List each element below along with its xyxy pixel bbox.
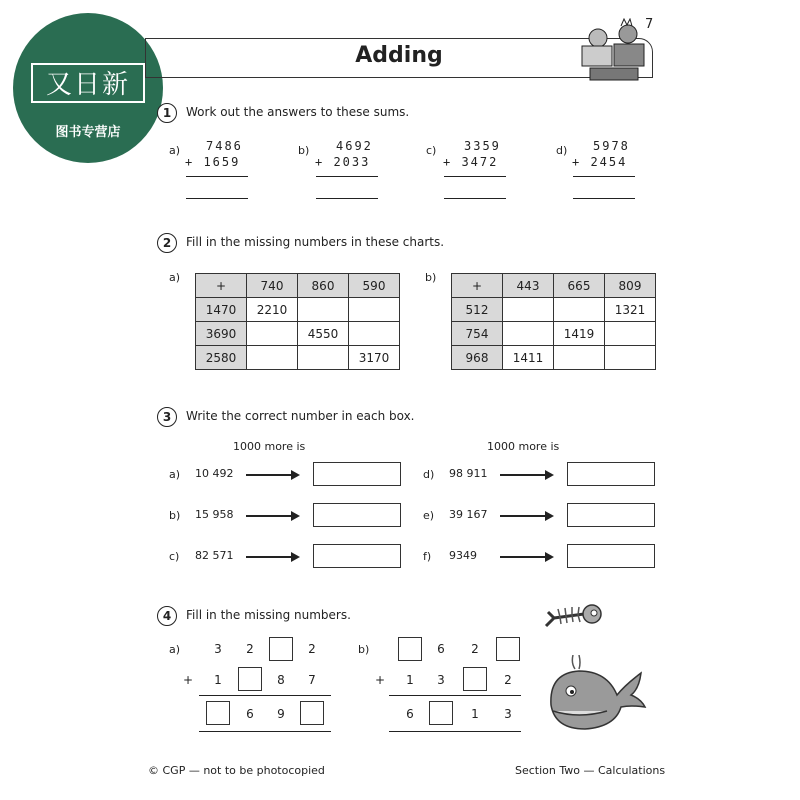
chart-cell[interactable] [247, 322, 298, 346]
footer-section: Section Two — Calculations [515, 764, 666, 777]
answer-box[interactable] [567, 544, 655, 568]
item-label: b) [169, 509, 181, 522]
missing-digit-box[interactable] [398, 637, 422, 661]
item-label: a) [169, 468, 181, 481]
chart-header-cell: 754 [452, 322, 503, 346]
page-number: 7 [645, 17, 654, 32]
chart-cell[interactable]: 1321 [605, 298, 656, 322]
sum-rule [186, 176, 248, 177]
item-label: e) [423, 509, 435, 522]
chart-cell[interactable] [298, 298, 349, 322]
sum-rule [389, 695, 521, 696]
chart-cell[interactable]: 3170 [349, 346, 400, 370]
page-title: Adding [355, 43, 443, 68]
chart-header-cell: 3690 [196, 322, 247, 346]
plus-sign: + [182, 673, 194, 687]
start-number: 10 492 [195, 467, 234, 480]
start-number: 9349 [449, 549, 477, 562]
answer-line [444, 198, 506, 199]
addition-chart-b [451, 273, 656, 370]
arrow-icon [246, 474, 298, 476]
answer-line [389, 731, 521, 732]
arrow-icon [500, 474, 552, 476]
answer-box[interactable] [313, 462, 401, 486]
chart-cell[interactable] [554, 346, 605, 370]
chart-cell[interactable] [503, 322, 554, 346]
digit: 1 [214, 673, 222, 687]
sum-bottom-number: + 3472 [443, 155, 499, 169]
digit: 3 [214, 642, 222, 656]
chart-cell[interactable]: 2210 [247, 298, 298, 322]
digit: 9 [277, 707, 285, 721]
chart-cell[interactable] [605, 346, 656, 370]
answer-box[interactable] [567, 503, 655, 527]
question-4-text: Fill in the missing numbers. [186, 608, 351, 622]
question-3-text: Write the correct number in each box. [186, 409, 415, 423]
whale-illustration [545, 655, 647, 733]
answer-line [573, 198, 635, 199]
start-number: 98 911 [449, 467, 488, 480]
missing-digit-box[interactable] [496, 637, 520, 661]
chart-header-cell: 740 [247, 274, 298, 298]
digit: 6 [437, 642, 445, 656]
chart-label: b) [425, 271, 437, 284]
sum-top-number: 3359 [464, 139, 501, 153]
missing-digit-box[interactable] [206, 701, 230, 725]
store-logo-badge [13, 13, 163, 163]
missing-digit-box[interactable] [463, 667, 487, 691]
answer-box[interactable] [313, 503, 401, 527]
chart-header-cell: 809 [605, 274, 656, 298]
chart-cell[interactable]: 4550 [298, 322, 349, 346]
digit: 2 [308, 642, 316, 656]
answer-box[interactable] [313, 544, 401, 568]
sum-bottom-number: + 2033 [315, 155, 371, 169]
sum-top-number: 7486 [206, 139, 243, 153]
chart-cell[interactable] [554, 298, 605, 322]
answer-box[interactable] [567, 462, 655, 486]
sum-rule [199, 695, 331, 696]
start-number: 15 958 [195, 508, 234, 521]
question-1-text: Work out the answers to these sums. [186, 105, 410, 119]
sum-label: b) [298, 144, 310, 157]
missing-digit-box[interactable] [429, 701, 453, 725]
arrow-icon [246, 556, 298, 558]
missing-digit-box[interactable] [300, 701, 324, 725]
item-label: d) [423, 468, 435, 481]
answer-line [199, 731, 331, 732]
sum-rule [573, 176, 635, 177]
chart-header-cell: 590 [349, 274, 400, 298]
answer-line [186, 198, 248, 199]
plus-sign: + [374, 673, 386, 687]
answer-line [316, 198, 378, 199]
digit: 3 [504, 707, 512, 721]
sum-bottom-number: + 1659 [185, 155, 241, 169]
chart-cell[interactable] [349, 298, 400, 322]
missing-digit-box[interactable] [269, 637, 293, 661]
question-2-text: Fill in the missing numbers in these charts. [186, 235, 445, 249]
arrow-icon [500, 515, 552, 517]
chart-cell[interactable]: 1419 [554, 322, 605, 346]
question-1-number: 1 [157, 103, 177, 123]
chart-header-cell: 512 [452, 298, 503, 322]
chart-cell[interactable] [605, 322, 656, 346]
chart-cell[interactable] [247, 346, 298, 370]
digit: 1 [406, 673, 414, 687]
column-header: 1000 more is [233, 440, 306, 453]
digit: 3 [437, 673, 445, 687]
sum-label: a) [169, 144, 181, 157]
sum-label: d) [556, 144, 568, 157]
chart-header-cell: 968 [452, 346, 503, 370]
digit: 2 [246, 642, 254, 656]
chart-header-cell: + [452, 274, 503, 298]
arrow-icon [246, 515, 298, 517]
fish-skeleton-illustration [540, 596, 610, 640]
chart-cell[interactable] [298, 346, 349, 370]
column-header: 1000 more is [487, 440, 560, 453]
digit: 2 [504, 673, 512, 687]
item-label: f) [423, 550, 432, 563]
readers-illustration [570, 18, 652, 84]
digit: 6 [406, 707, 414, 721]
chart-header-cell: 2580 [196, 346, 247, 370]
question-4-number: 4 [157, 606, 177, 626]
item-label: a) [169, 643, 181, 656]
chart-cell[interactable]: 1411 [503, 346, 554, 370]
digit: 2 [471, 642, 479, 656]
chart-header-cell: 443 [503, 274, 554, 298]
chart-cell[interactable] [503, 298, 554, 322]
start-number: 39 167 [449, 508, 488, 521]
question-2-number: 2 [157, 233, 177, 253]
item-label: b) [358, 643, 370, 656]
chart-header-cell: + [196, 274, 247, 298]
start-number: 82 571 [195, 549, 234, 562]
question-3-number: 3 [157, 407, 177, 427]
missing-digit-box[interactable] [238, 667, 262, 691]
logo-text: 又日新 [31, 63, 145, 103]
sum-top-number: 4692 [336, 139, 373, 153]
sum-rule [444, 176, 506, 177]
addition-chart-a [195, 273, 400, 370]
chart-header-cell: 1470 [196, 298, 247, 322]
chart-cell[interactable] [349, 322, 400, 346]
digit: 8 [277, 673, 285, 687]
digit: 7 [308, 673, 316, 687]
digit: 6 [246, 707, 254, 721]
chart-header-cell: 665 [554, 274, 605, 298]
chart-label: a) [169, 271, 181, 284]
item-label: c) [169, 550, 180, 563]
sum-bottom-number: + 2454 [572, 155, 628, 169]
sum-label: c) [426, 144, 437, 157]
logo-subtext: 图书专营店 [55, 125, 121, 140]
chart-header-cell: 860 [298, 274, 349, 298]
sum-rule [316, 176, 378, 177]
footer-copyright: © CGP — not to be photocopied [148, 764, 325, 777]
digit: 1 [471, 707, 479, 721]
sum-top-number: 5978 [593, 139, 630, 153]
arrow-icon [500, 556, 552, 558]
